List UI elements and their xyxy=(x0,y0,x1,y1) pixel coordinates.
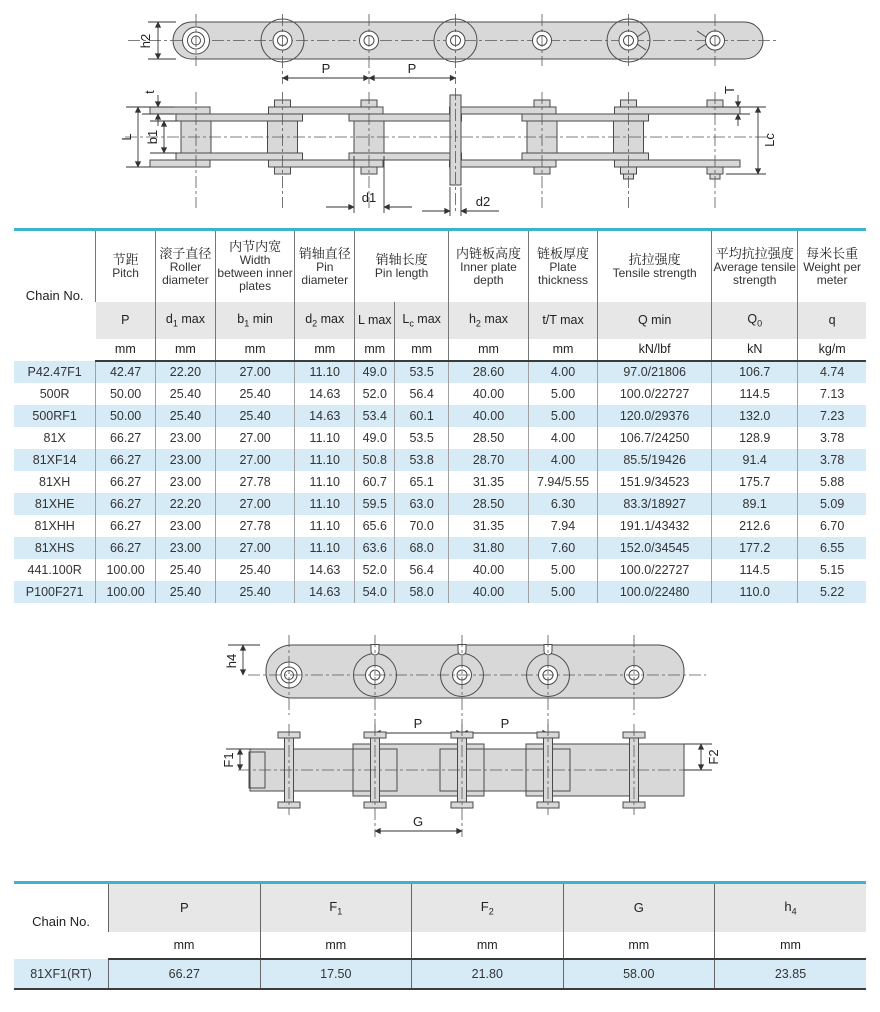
table-row xyxy=(14,515,866,537)
column-header xyxy=(355,230,449,302)
value-cell: 5.88 xyxy=(798,471,866,493)
symbol-header: q xyxy=(798,302,866,339)
value-cell: 52.0 xyxy=(355,383,395,405)
table-row xyxy=(14,471,866,493)
dim-label-F2: F2 xyxy=(706,748,721,765)
unit-header: kN xyxy=(712,339,798,361)
value-cell: 4.00 xyxy=(529,449,598,471)
chain-no-cell: 81XF14 xyxy=(32,452,77,467)
value-cell: 4.00 xyxy=(529,361,598,383)
value-cell: 5.00 xyxy=(529,559,598,581)
chain-no-cell: 81XF1(RT) xyxy=(14,959,109,989)
value-cell: 27.78 xyxy=(215,471,294,493)
unit-header: mm xyxy=(448,339,528,361)
value-cell: 66.27 xyxy=(109,959,260,989)
header-row xyxy=(14,932,866,959)
table-row xyxy=(14,559,866,581)
value-cell: 6.70 xyxy=(798,515,866,537)
table-row xyxy=(14,581,866,603)
value-cell: 25.40 xyxy=(215,559,294,581)
chain-no-cell: 81XHS xyxy=(34,540,75,555)
value-cell: 5.00 xyxy=(529,581,598,603)
column-header-en: Pin length xyxy=(374,266,429,281)
value-cell: 175.7 xyxy=(712,471,798,493)
column-header xyxy=(155,230,215,302)
value-cell: 63.6 xyxy=(355,537,395,559)
value-cell: 6.55 xyxy=(798,537,866,559)
value-cell: 40.00 xyxy=(448,383,528,405)
column-header-cn: 内链板高度 xyxy=(456,245,522,261)
value-cell: 28.50 xyxy=(448,493,528,515)
value-cell: 54.0 xyxy=(355,581,395,603)
unit-header: mm xyxy=(715,932,867,959)
value-cell: 23.85 xyxy=(715,959,867,989)
column-header-en: Average tensile strength xyxy=(713,259,796,287)
value-cell: 66.27 xyxy=(96,427,156,449)
value-cell: 40.00 xyxy=(448,559,528,581)
value-cell: 11.10 xyxy=(295,427,355,449)
value-cell: 22.20 xyxy=(155,361,215,383)
value-cell: 40.00 xyxy=(448,581,528,603)
value-cell: 5.22 xyxy=(798,581,866,603)
column-header xyxy=(448,230,528,302)
value-cell: 110.0 xyxy=(712,581,798,603)
value-cell: 31.35 xyxy=(448,471,528,493)
value-cell: 66.27 xyxy=(96,493,156,515)
value-cell: 68.0 xyxy=(395,537,449,559)
dim-label-t: t xyxy=(142,90,157,94)
symbol-header: t/T max xyxy=(529,302,598,339)
value-cell: 66.27 xyxy=(96,449,156,471)
column-header-cn: 链板厚度 xyxy=(537,245,590,261)
value-cell: 50.00 xyxy=(96,405,156,427)
value-cell: 4.74 xyxy=(798,361,866,383)
dim-label-d1: d1 xyxy=(361,190,377,205)
value-cell: 53.5 xyxy=(395,427,449,449)
dim-label-p: P xyxy=(413,715,423,731)
spec-table-body xyxy=(14,361,866,603)
column-header-en: Roller diameter xyxy=(162,259,209,287)
column-header-cn: 滚子直径 xyxy=(159,245,212,261)
chain-side-view xyxy=(119,86,777,216)
symbol-header: P xyxy=(109,882,260,932)
value-cell: 60.7 xyxy=(355,471,395,493)
column-header-cn: 销轴长度 xyxy=(375,252,428,268)
column-header xyxy=(96,230,156,302)
value-cell: 25.40 xyxy=(215,383,294,405)
value-cell: 50.00 xyxy=(96,383,156,405)
value-cell: 42.47 xyxy=(96,361,156,383)
column-header-en: Tensile strength xyxy=(612,266,697,281)
deep-link-chain-drawing xyxy=(0,621,880,856)
column-header-en: Pin diameter xyxy=(301,259,349,287)
unit-header: kN/lbf xyxy=(598,339,712,361)
value-cell: 14.63 xyxy=(295,405,355,427)
column-header-cn: 销轴直径 xyxy=(298,245,351,261)
value-cell: 177.2 xyxy=(712,537,798,559)
dim-table-body xyxy=(14,959,866,989)
value-cell: 25.40 xyxy=(215,405,294,427)
symbol-header: Q min xyxy=(598,302,712,339)
symbol-header: $h_4$ xyxy=(715,882,867,932)
value-cell: 83.3/18927 xyxy=(598,493,712,515)
dim-label-b1: b1 xyxy=(145,129,160,145)
value-cell: 212.6 xyxy=(712,515,798,537)
value-cell: 25.40 xyxy=(155,559,215,581)
symbol-header: $Q_0$ xyxy=(712,302,798,339)
value-cell: 23.00 xyxy=(155,427,215,449)
chain-no-cell: 81XHH xyxy=(34,518,75,533)
value-cell: 11.10 xyxy=(295,449,355,471)
value-cell: 53.5 xyxy=(395,361,449,383)
column-header-cn: 节距 xyxy=(112,252,139,268)
spec-table xyxy=(14,228,866,603)
value-cell: 11.10 xyxy=(295,515,355,537)
column-header-en: Inner plate depth xyxy=(460,259,517,287)
chain-no-header: Chain No. xyxy=(14,230,96,361)
value-cell: 7.23 xyxy=(798,405,866,427)
value-cell: 25.40 xyxy=(155,383,215,405)
symbol-header: $b_1$ min xyxy=(215,302,294,339)
column-header-en: Pitch xyxy=(112,266,139,281)
value-cell: 100.0/22727 xyxy=(598,559,712,581)
value-cell: 25.40 xyxy=(155,581,215,603)
value-cell: 100.0/22480 xyxy=(598,581,712,603)
dim-label-F1: F1 xyxy=(221,751,236,768)
value-cell: 63.0 xyxy=(395,493,449,515)
value-cell: 91.4 xyxy=(712,449,798,471)
unit-header: mm xyxy=(563,932,714,959)
value-cell: 27.00 xyxy=(215,537,294,559)
value-cell: 25.40 xyxy=(155,405,215,427)
value-cell: 85.5/19426 xyxy=(598,449,712,471)
value-cell: 27.00 xyxy=(215,449,294,471)
unit-header: mm xyxy=(355,339,395,361)
value-cell: 59.5 xyxy=(355,493,395,515)
value-cell: 151.9/34523 xyxy=(598,471,712,493)
symbol-header: $d_2$ max xyxy=(295,302,355,339)
value-cell: 27.00 xyxy=(215,361,294,383)
value-cell: 3.78 xyxy=(798,449,866,471)
dim-label-p: P xyxy=(321,61,331,76)
symbol-header: $L_c$ max xyxy=(395,302,449,339)
unit-header: mm xyxy=(96,339,156,361)
value-cell: 31.80 xyxy=(448,537,528,559)
header-row xyxy=(14,339,866,361)
table-row xyxy=(14,493,866,515)
dim-label-T: T xyxy=(722,86,737,94)
value-cell: 100.00 xyxy=(96,581,156,603)
column-header-en: Weight per meter xyxy=(803,259,862,287)
value-cell: 3.78 xyxy=(798,427,866,449)
chain-no-cell: 81X xyxy=(43,430,66,445)
value-cell: 114.5 xyxy=(712,559,798,581)
value-cell: 27.00 xyxy=(215,493,294,515)
value-cell: 22.20 xyxy=(155,493,215,515)
column-header xyxy=(215,230,294,302)
value-cell: 66.27 xyxy=(96,471,156,493)
unit-header: mm xyxy=(412,932,563,959)
dim-label-h4: h4 xyxy=(224,653,239,668)
table-row xyxy=(14,427,866,449)
value-cell: 89.1 xyxy=(712,493,798,515)
value-cell: 14.63 xyxy=(295,383,355,405)
value-cell: 114.5 xyxy=(712,383,798,405)
spec-table-head xyxy=(14,230,866,361)
unit-header: mm xyxy=(295,339,355,361)
value-cell: 100.00 xyxy=(96,559,156,581)
value-cell: 11.10 xyxy=(295,537,355,559)
header-row xyxy=(14,302,866,339)
column-header-en: Width between inner plates xyxy=(217,253,293,294)
value-cell: 60.1 xyxy=(395,405,449,427)
value-cell: 49.0 xyxy=(355,427,395,449)
value-cell: 5.09 xyxy=(798,493,866,515)
value-cell: 53.8 xyxy=(395,449,449,471)
dim-label-Lc: Lc xyxy=(762,133,777,147)
value-cell: 23.00 xyxy=(155,515,215,537)
table-row xyxy=(14,449,866,471)
value-cell: 14.63 xyxy=(295,559,355,581)
column-header-cn: 每米长重 xyxy=(806,245,859,261)
value-cell: 49.0 xyxy=(355,361,395,383)
dim-label-p: P xyxy=(407,61,417,76)
table-row xyxy=(14,361,866,383)
dim-label-d2: d2 xyxy=(475,194,491,209)
symbol-header: $d_1$ max xyxy=(155,302,215,339)
value-cell: 56.4 xyxy=(395,559,449,581)
value-cell: 5.15 xyxy=(798,559,866,581)
deep-chain-side-view xyxy=(221,724,721,837)
value-cell: 152.0/34545 xyxy=(598,537,712,559)
value-cell: 7.94/5.55 xyxy=(529,471,598,493)
value-cell: 65.6 xyxy=(355,515,395,537)
dim-label-p: P xyxy=(500,715,510,731)
value-cell: 58.0 xyxy=(395,581,449,603)
symbol-header: G xyxy=(563,882,714,932)
value-cell: 56.4 xyxy=(395,383,449,405)
value-cell: 7.60 xyxy=(529,537,598,559)
table-row xyxy=(14,537,866,559)
column-header xyxy=(598,230,712,302)
symbol-header: P xyxy=(96,302,156,339)
symbol-header: L max xyxy=(355,302,395,339)
value-cell: 11.10 xyxy=(295,361,355,383)
header-row xyxy=(14,882,866,932)
column-header-cn: 平均抗拉强度 xyxy=(715,245,794,261)
value-cell: 14.63 xyxy=(295,581,355,603)
column-header-cn: 内节内宽 xyxy=(229,239,282,255)
unit-header: mm xyxy=(260,932,411,959)
chain-no-header: Chain No. xyxy=(14,882,109,959)
chain-no-cell: 81XHE xyxy=(34,496,75,511)
value-cell: 31.35 xyxy=(448,515,528,537)
dim-label-G: G xyxy=(412,813,424,829)
roller-chain-drawing xyxy=(0,0,880,222)
value-cell: 5.00 xyxy=(529,383,598,405)
column-header-en: Plate thickness xyxy=(538,259,589,287)
value-cell: 28.50 xyxy=(448,427,528,449)
chain-no-cell: 441.100R xyxy=(27,562,82,577)
value-cell: 23.00 xyxy=(155,449,215,471)
chain-plan-view xyxy=(128,14,778,84)
chain-no-cell: 500RF1 xyxy=(32,408,77,423)
value-cell: 66.27 xyxy=(96,537,156,559)
value-cell: 28.60 xyxy=(448,361,528,383)
value-cell: 58.00 xyxy=(563,959,714,989)
unit-header: mm xyxy=(529,339,598,361)
unit-header: mm xyxy=(215,339,294,361)
unit-header: mm xyxy=(155,339,215,361)
value-cell: 21.80 xyxy=(412,959,563,989)
table-row xyxy=(14,383,866,405)
value-cell: 50.8 xyxy=(355,449,395,471)
column-header-cn: 抗拉强度 xyxy=(628,252,681,268)
value-cell: 7.94 xyxy=(529,515,598,537)
value-cell: 106.7/24250 xyxy=(598,427,712,449)
table-row xyxy=(14,959,866,989)
symbol-header: $h_2$ max xyxy=(448,302,528,339)
value-cell: 27.78 xyxy=(215,515,294,537)
value-cell: 52.0 xyxy=(355,559,395,581)
value-cell: 120.0/29376 xyxy=(598,405,712,427)
table-row xyxy=(14,405,866,427)
chain-no-cell: P42.47F1 xyxy=(27,364,82,379)
unit-header: mm xyxy=(109,932,260,959)
unit-header: kg/m xyxy=(798,339,866,361)
value-cell: 5.00 xyxy=(529,405,598,427)
value-cell: 191.1/43432 xyxy=(598,515,712,537)
value-cell: 7.13 xyxy=(798,383,866,405)
header-row xyxy=(14,230,866,302)
value-cell: 97.0/21806 xyxy=(598,361,712,383)
value-cell: 6.30 xyxy=(529,493,598,515)
dim-table xyxy=(14,881,866,991)
column-header xyxy=(712,230,798,302)
value-cell: 53.4 xyxy=(355,405,395,427)
value-cell: 27.00 xyxy=(215,427,294,449)
value-cell: 25.40 xyxy=(215,581,294,603)
chain-no-cell: 500R xyxy=(39,386,70,401)
value-cell: 66.27 xyxy=(96,515,156,537)
value-cell: 11.10 xyxy=(295,471,355,493)
deep-chain-plan-view xyxy=(224,635,706,739)
value-cell: 17.50 xyxy=(260,959,411,989)
symbol-header: $F_2$ xyxy=(412,882,563,932)
symbol-header: $F_1$ xyxy=(260,882,411,932)
value-cell: 28.70 xyxy=(448,449,528,471)
value-cell: 100.0/22727 xyxy=(598,383,712,405)
dim-label-L: L xyxy=(119,133,134,141)
value-cell: 65.1 xyxy=(395,471,449,493)
value-cell: 128.9 xyxy=(712,427,798,449)
value-cell: 106.7 xyxy=(712,361,798,383)
column-header xyxy=(798,230,866,302)
dim-table-head xyxy=(14,882,866,959)
value-cell: 70.0 xyxy=(395,515,449,537)
value-cell: 40.00 xyxy=(448,405,528,427)
chain-no-cell: 81XH xyxy=(39,474,71,489)
value-cell: 23.00 xyxy=(155,471,215,493)
chain-no-cell: P100F271 xyxy=(25,584,84,599)
column-header xyxy=(529,230,598,302)
column-header xyxy=(295,230,355,302)
value-cell: 23.00 xyxy=(155,537,215,559)
dim-label-h2: h2 xyxy=(138,33,153,49)
unit-header: mm xyxy=(395,339,449,361)
value-cell: 132.0 xyxy=(712,405,798,427)
value-cell: 11.10 xyxy=(295,493,355,515)
value-cell: 4.00 xyxy=(529,427,598,449)
